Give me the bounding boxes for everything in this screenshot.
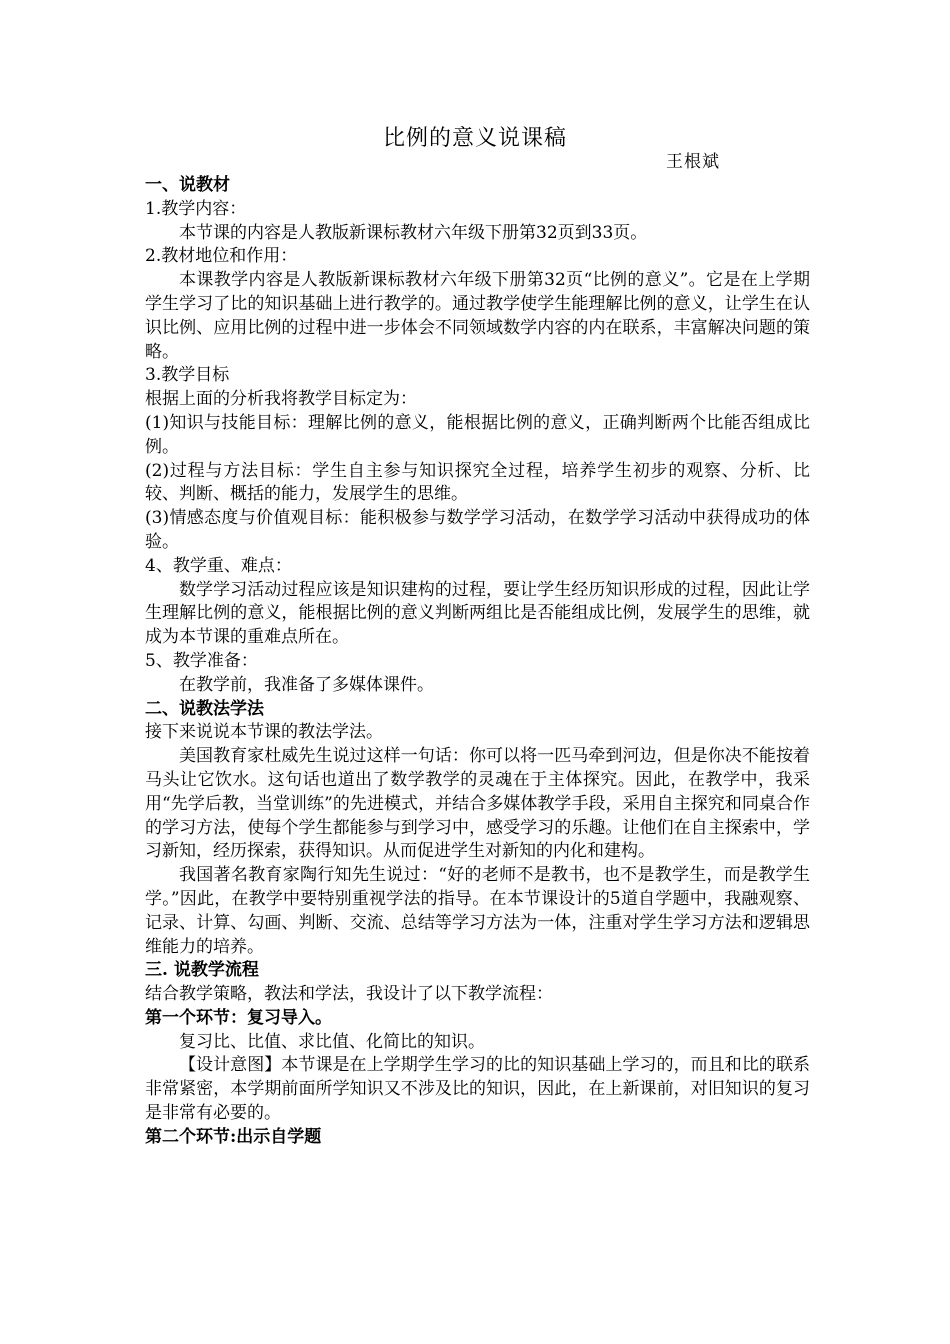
paragraph: 接下来说说本节课的教法学法。 (145, 722, 383, 743)
paragraph: (2)过程与方法目标：学生自主参与知识探究全过程，培养学生初步的观察、分析、比较、判断、概括的能力，发展学生的思维。 (145, 460, 810, 505)
section-heading: 一、说教材 (145, 175, 230, 195)
paragraph: 本课教学内容是人教版新课标教材六年级下册第32页“比例的意义”。它是在上学期学生学习了比的知识基础上进行教学的。通过教学使学生能理解比例的意义，让学生在认识比例、应用比例的过程中进一步体会不同领域数学内容的内在联系，丰富解决问题的策略。 (145, 270, 810, 362)
paragraph: 复习比、比值、求比值、化简比的知识。 (179, 1031, 485, 1052)
section-heading: 二、说教法学法 (145, 698, 264, 719)
section-heading: 第一个环节：复习导入。 (145, 1007, 332, 1028)
paragraph: 【设计意图】本节课是在上学期学生学习的比的知识基础上学习的，而且和比的联系非常紧密，本学期前面所学知识又不涉及比的知识，因此，在上新课前，对旧知识的复习是非常有必要的。 (145, 1055, 810, 1124)
section-heading: 三. 说教学流程 (145, 960, 259, 981)
paragraph: 在教学前，我准备了多媒体课件。 (179, 674, 434, 695)
paragraph: 2.教材地位和作用： (145, 246, 298, 267)
paragraph: 本节课的内容是人教版新课标教材六年级下册第32页到33页。 (179, 222, 648, 243)
paragraph: 1.教学内容： (145, 198, 247, 219)
document-title: 比例的意义说课稿 (382, 126, 567, 151)
section-heading: 第二个环节:出示自学题 (145, 1126, 322, 1147)
paragraph: 数学学习活动过程应该是知识建构的过程，要让学生经历知识形成的过程，因此让学生理解比例的意义，能根据比例的意义判断两组比是否能组成比例，发展学生的思维，就成为本节课的重难点所在。 (145, 579, 810, 648)
document-body (145, 174, 810, 1150)
paragraph: (3)情感态度与价值观目标：能积极参与数学学习活动，在数学学习活动中获得成功的体验。 (145, 508, 810, 552)
paragraph: 3.教学目标 (145, 365, 230, 386)
paragraph: 5、教学准备： (145, 650, 258, 671)
paragraph: 美国教育家杜威先生说过这样一句话：你可以将一匹马牵到河边，但是你决不能按着马头让它饮水。这句话也道出了数学教学的灵魂在于主体探究。因此，在教学中，我采用“先学后教，当堂训练”的先进模式，并结合多媒体教学手段，采用自主探究和同桌合作的学习方法，使每个学生都能参与到学习中，感受学习的乐趣。让他们在自主探索中，学习新知，经历探索，获得知识。从而促进学生对新知的内化和建构。 (145, 746, 810, 862)
paragraph: (1)知识与技能目标：理解比例的意义，能根据比例的意义，正确判断两个比能否组成比例。 (145, 412, 810, 457)
document-author: 王根斌 (666, 152, 720, 172)
paragraph: 结合教学策略，教法和学法，我设计了以下教学流程： (145, 984, 553, 1005)
paragraph: 我国著名教育家陶行知先生说过：“好的老师不是教书，也不是教学生，而是教学生学。”因此，在教学中要特别重视学法的指导。在本节课设计的5道自学题中，我融观察、记录、计算、勾画、判断、交流、总结等学习方法为一体，注重对学生学习方法和逻辑思维能力的培养。 (145, 865, 810, 957)
paragraph: 4、教学重、难点： (145, 555, 292, 576)
paragraph: 根据上面的分析我将教学目标定为： (145, 389, 417, 410)
